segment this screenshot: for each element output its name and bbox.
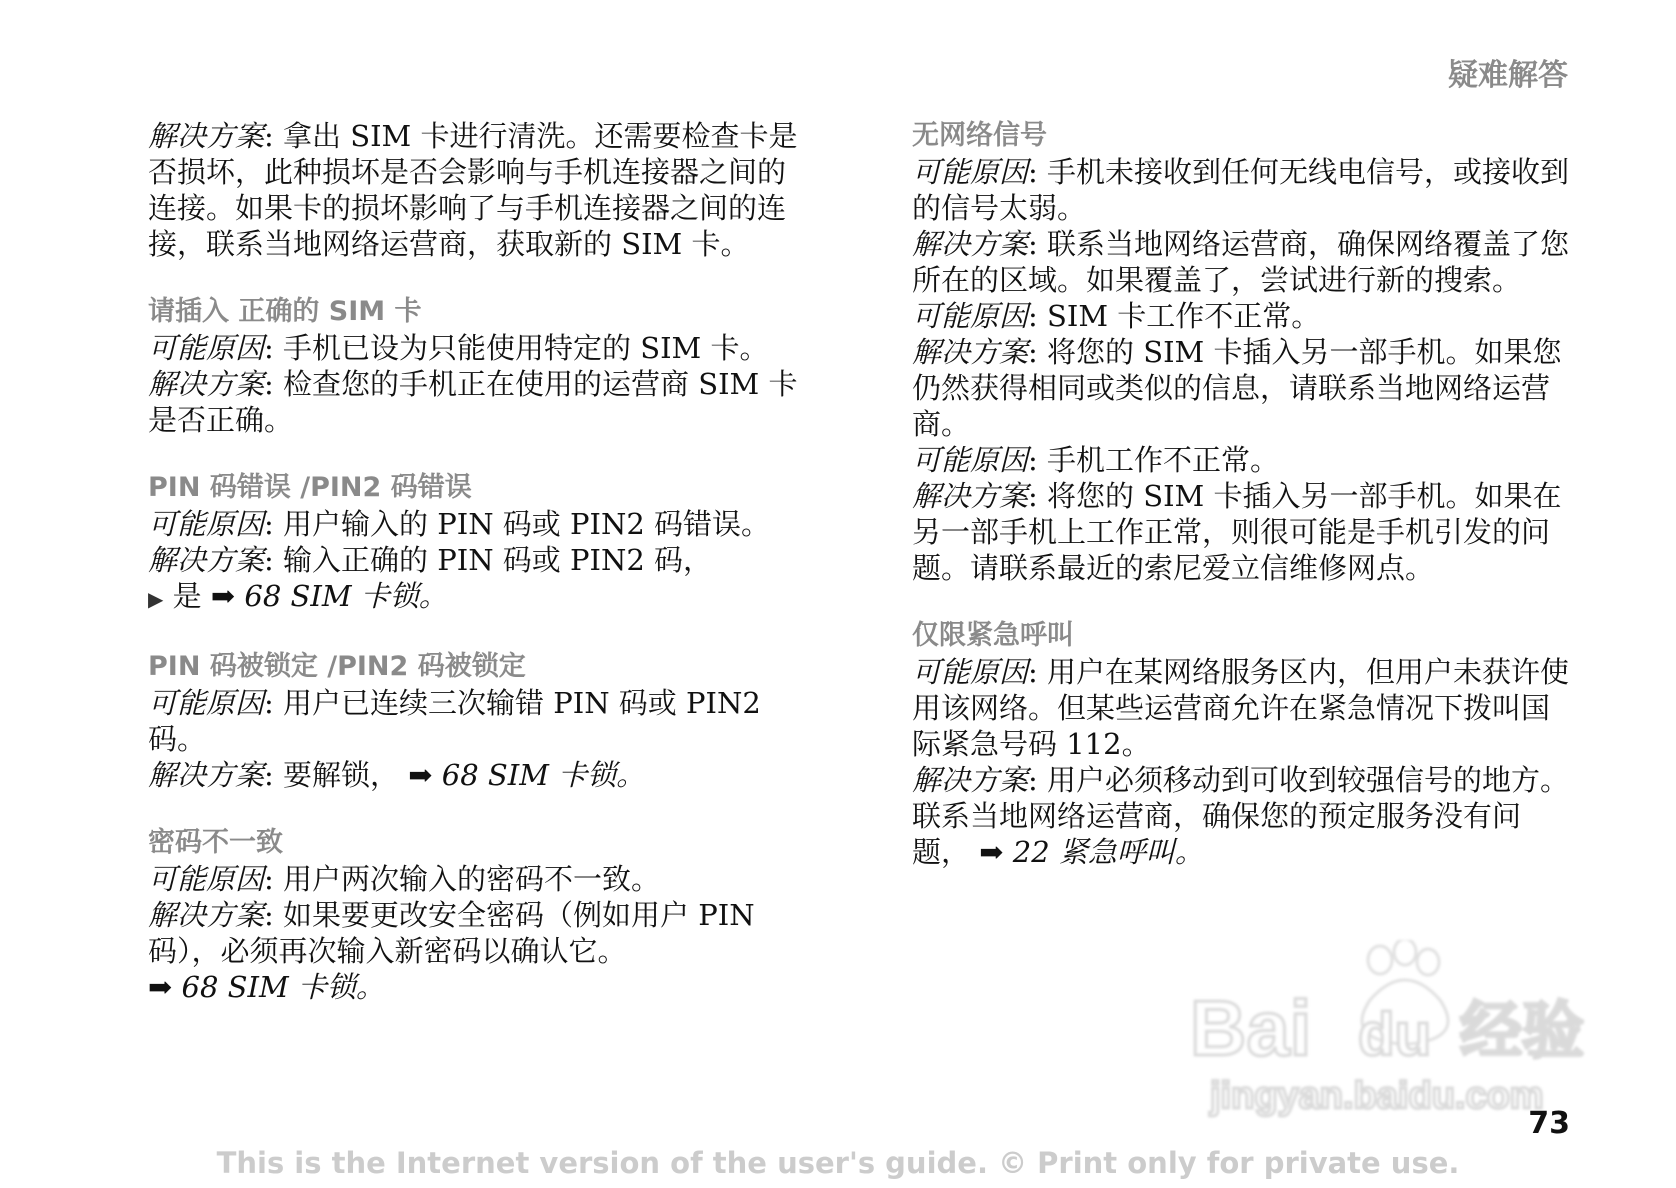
solution-text: : 用户必须移动到可收到较强信号的地方。联系当地网络运营商，确保您的预定服务没有问题， (912, 763, 1570, 869)
solution-label: 解决方案 (148, 758, 265, 792)
section-heading: 请插入 正确的 SIM 卡 (148, 296, 422, 327)
solution-label: 解决方案 (912, 479, 1029, 513)
solution-label: 解决方案 (912, 227, 1029, 261)
cause-label: 可能原因 (912, 655, 1029, 689)
solution-label: 解决方案 (148, 543, 265, 577)
section-pin-wrong (148, 470, 808, 617)
section-pin-locked (148, 649, 808, 793)
section-emergency-only (912, 618, 1572, 870)
cause-label: 可能原因 (148, 862, 265, 896)
section-heading: PIN 码被锁定 /PIN2 码被锁定 (148, 651, 526, 682)
solution-label: 解决方案 (912, 335, 1029, 369)
cause-text: : 用户在某网络服务区内，但用户未获许使用该网络。但某些运营商允许在紧急情况下拨叫国际紧急号码 112。 (912, 655, 1570, 761)
solution-label: 解决方案 (148, 898, 265, 932)
cause-text: : 用户两次输入的密码不一致。 (264, 862, 661, 896)
section-heading: PIN 码错误 /PIN2 码错误 (148, 472, 472, 503)
solution-text: : 联系当地网络运营商，确保网络覆盖了您所在的区域。如果覆盖了，尝试进行新的搜索。 (912, 227, 1570, 297)
menu-arrow-icon: ▶ (148, 587, 164, 611)
chapter-title: 疑难解答 (1448, 58, 1568, 93)
cause-text: : 用户已连续三次输错 PIN 码或 PIN2 码。 (148, 686, 761, 756)
section-password-mismatch (148, 825, 808, 1005)
cause-label: 可能原因 (912, 443, 1029, 477)
menu-item-yes[interactable]: 是 (172, 579, 202, 613)
svg-text:Bai: Bai (1190, 984, 1312, 1072)
section-no-signal (912, 118, 1572, 586)
solution-text: : 要解锁， (264, 758, 400, 792)
intro-solution (148, 118, 808, 262)
section-heading: 密码不一致 (148, 827, 283, 858)
cause-label: 可能原因 (148, 507, 265, 541)
section-insert-sim (148, 294, 808, 438)
reference-arrow-icon: ➡ (979, 835, 1004, 869)
cause-label: 可能原因 (912, 155, 1029, 189)
solution-label: 解决方案 (148, 119, 265, 153)
solution-label: 解决方案 (148, 367, 265, 401)
svg-text:du: du (1358, 1001, 1432, 1068)
section-heading: 无网络信号 (912, 120, 1047, 151)
cause-text: : 用户输入的 PIN 码或 PIN2 码错误。 (264, 507, 771, 541)
section-heading: 仅限紧急呼叫 (912, 620, 1074, 651)
solution-text: : 如果要更改安全密码（例如用户 PIN 码），必须再次输入新密码以确认它。 (148, 898, 755, 968)
reference-arrow-icon: ➡ (408, 758, 433, 792)
cause-text: : 手机已设为只能使用特定的 SIM 卡。 (264, 331, 769, 365)
page-reference-link[interactable]: 68 SIM 卡锁。 (181, 970, 385, 1004)
right-column (912, 118, 1572, 902)
cause-label: 可能原因 (148, 331, 265, 365)
solution-text: : 拿出 SIM 卡进行清洗。还需要检查卡是否损坏，此种损坏是否会影响与手机连接器之间的连接。如果卡的损坏影响了与手机连接器之间的连接，联系当地网络运营商，获取新的 SIM 卡。 (148, 119, 798, 261)
page-reference-link[interactable]: 68 SIM 卡锁。 (244, 579, 448, 613)
reference-arrow-icon: ➡ (210, 579, 236, 613)
page-number: 73 (1528, 1106, 1570, 1141)
reference-arrow-icon: ➡ (148, 970, 173, 1004)
solution-text: : 将您的 SIM 卡插入另一部手机。如果在另一部手机上工作正常，则很可能是手机引发的问题。请联系最近的索尼爱立信维修网点。 (912, 479, 1562, 585)
cause-text: : SIM 卡工作不正常。 (1028, 299, 1321, 333)
page-reference-link[interactable]: 22 紧急呼叫。 (1012, 835, 1204, 869)
cause-text: : 手机未接收到任何无线电信号，或接收到的信号太弱。 (912, 155, 1570, 225)
baidu-watermark-logo (1190, 940, 1600, 1120)
svg-text:jingyan.baidu.com: jingyan.baidu.com (1210, 1075, 1544, 1117)
svg-text:经验: 经验 (1460, 997, 1585, 1066)
solution-text: : 检查您的手机正在使用的运营商 SIM 卡是否正确。 (148, 367, 798, 437)
solution-text: : 输入正确的 PIN 码或 PIN2 码， (264, 543, 713, 577)
cause-text: : 手机工作不正常。 (1028, 443, 1280, 477)
solution-label: 解决方案 (912, 763, 1029, 797)
footer-disclaimer: This is the Internet version of the user's guide. © Print only for private use. (216, 1146, 1460, 1180)
solution-text: : 将您的 SIM 卡插入另一部手机。如果您仍然获得相同或类似的信息，请联系当地网络运营商。 (912, 335, 1562, 441)
cause-label: 可能原因 (912, 299, 1029, 333)
cause-label: 可能原因 (148, 686, 265, 720)
left-column (148, 118, 808, 1037)
page-reference-link[interactable]: 68 SIM 卡锁。 (441, 758, 646, 792)
